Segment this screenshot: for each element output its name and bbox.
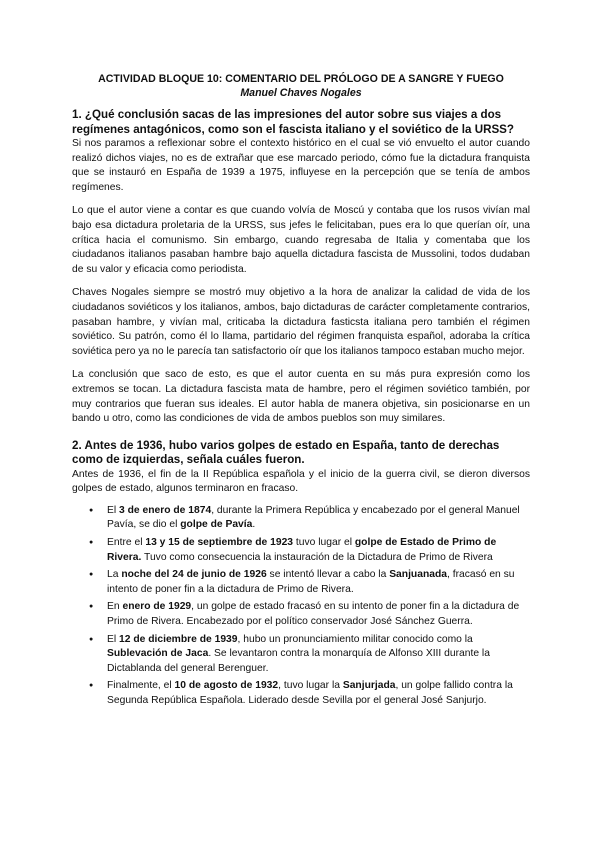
item-text: Entre el (107, 537, 146, 549)
question-2: 2. Antes de 1936, hubo varios golpes de estado en España, tanto de derechas como de izquierdas, señala cuáles fueron. (72, 438, 500, 467)
item-bold: Sanjurjada (342, 680, 396, 692)
item-text: El (107, 504, 120, 516)
item-text: tuvo lugar el (293, 537, 355, 549)
item-text: , hubo un pronunciamiento militar conocido como la (237, 633, 473, 645)
document-author: Manuel Chaves Nogales (240, 87, 362, 99)
answer-1-paragraph: Chaves Nogales siempre se mostró muy objetivo a la hora de analizar la calidad de vida de los ciudadanos soviéticos y los italianos, ambos, bajo dictaduras de carácter completamente contrarios, pasaban hambre, y vivían mal, criticaba la dictadura fasticsta italiana pero también el régimen soviético. Su patrón, como él lo llama, partidario del régimen franquista español, adoraba la crítica soviética pero ya no le parecía tan satisfactorio oír que los italianos tampoco estaban mucho mejor. (72, 287, 530, 357)
coup-list (72, 504, 530, 709)
item-bold: golpe de Estado de Primo de Rivera. (107, 537, 497, 563)
item-text: , un golpe de estado fracasó en su intento de poner fin a la dictadura de Primo de Rivera. Encabezado por el político conservador José Sánchez Guerra. (107, 601, 520, 628)
answer-1-paragraph: Si nos paramos a reflexionar sobre el contexto histórico en el cual se vió envuelto el autor cuando realizó dichos viajes, no es de extrañar que ese marcado periodo, cómo fue la dictadura franquista que se instauró en España de 1939 a 1975, influyese en la percepción que se tenía de ambos regímenes. (72, 138, 530, 193)
question-1: 1. ¿Qué conclusión sacas de las impresiones del autor sobre sus viajes a dos regímenes antagónicos, como son el fascista italiano y el soviético de la URSS? (72, 108, 514, 136)
item-text: La (107, 569, 122, 581)
list-item (72, 679, 530, 708)
answer-1-paragraph: Lo que el autor viene a contar es que cuando volvía de Moscú y contaba que los rusos vivían mal bajo esa dictadura proletaria de la URSS, sus jefes le felicitaban, pues era lo que querían oír, una crítica hacia el comunismo. Sin embargo, cuando regresaba de Italia y comentaba que los ciudadanos italianos pasaban hambre bajo aquella dictadura fascista de Mussolini, todos dudaban de su valor y eficacia como periodista. (72, 205, 530, 275)
item-bold: 13 y 15 de septiembre de 1923 (145, 537, 294, 549)
item-text: En (107, 601, 123, 613)
list-item (72, 633, 530, 677)
item-text: Tuvo como consecuencia la instauración de la Dictadura de Primo de Rivera (141, 551, 493, 563)
item-bold: enero de 1929 (122, 601, 192, 613)
document-page (72, 72, 530, 712)
item-bold: Sanjuanada (389, 569, 447, 581)
item-text: , fracasó en su intento de poner fin a la dictadura de Primo de Rivera. (107, 569, 515, 595)
item-text: Finalmente, el (107, 680, 175, 692)
item-text: . (252, 519, 256, 531)
list-item (72, 504, 530, 533)
document-title: ACTIVIDAD BLOQUE 10: COMENTARIO DEL PRÓLOGO DE A SANGRE Y FUEGO (98, 73, 504, 85)
item-text: , tuvo lugar la (278, 680, 343, 692)
item-text: , un golpe fallido contra la Segunda República Española. Liderado desde Sevilla por el general José Sanjurjo. (107, 680, 513, 706)
list-item (72, 600, 530, 629)
answer-2-intro: Antes de 1936, el fin de la II República española y el inicio de la guerra civil, se dieron diversos golpes de estado, algunos terminaron en fracaso. (72, 468, 530, 495)
answer-1-paragraph: La conclusión que saco de esto, es que el autor cuenta en su más pura expresión como los extremos se tocan. La dictadura fascista mata de hambre, pero el régimen soviético también, por muy contrarios que fueran sus ideales. El autor habla de manera objetiva, sin posicionarse en un bando u otro, como las condiciones de vida de ambos pueblos son muy similares. (72, 369, 530, 425)
item-bold: noche del 24 de junio de 1926 (121, 569, 267, 581)
item-bold: 10 de agosto de 1932 (174, 680, 279, 692)
item-text: . Se levantaron contra la monarquía de Alfonso XIII durante la Dictablanda del general Berenguer. (107, 648, 490, 674)
item-text: se intentó llevar a cabo la (266, 569, 390, 581)
item-text: El (107, 633, 120, 645)
list-item (72, 568, 530, 597)
item-bold: Sublevación de Jaca (107, 648, 209, 660)
item-bold: golpe de Pavía (180, 519, 253, 531)
item-bold: 12 de diciembre de 1939 (119, 633, 238, 645)
list-item (72, 536, 530, 565)
item-text: , durante la Primera República y encabezado por el general Manuel Pavía, se dio el (107, 504, 520, 531)
item-bold: 3 de enero de 1874 (119, 504, 212, 516)
